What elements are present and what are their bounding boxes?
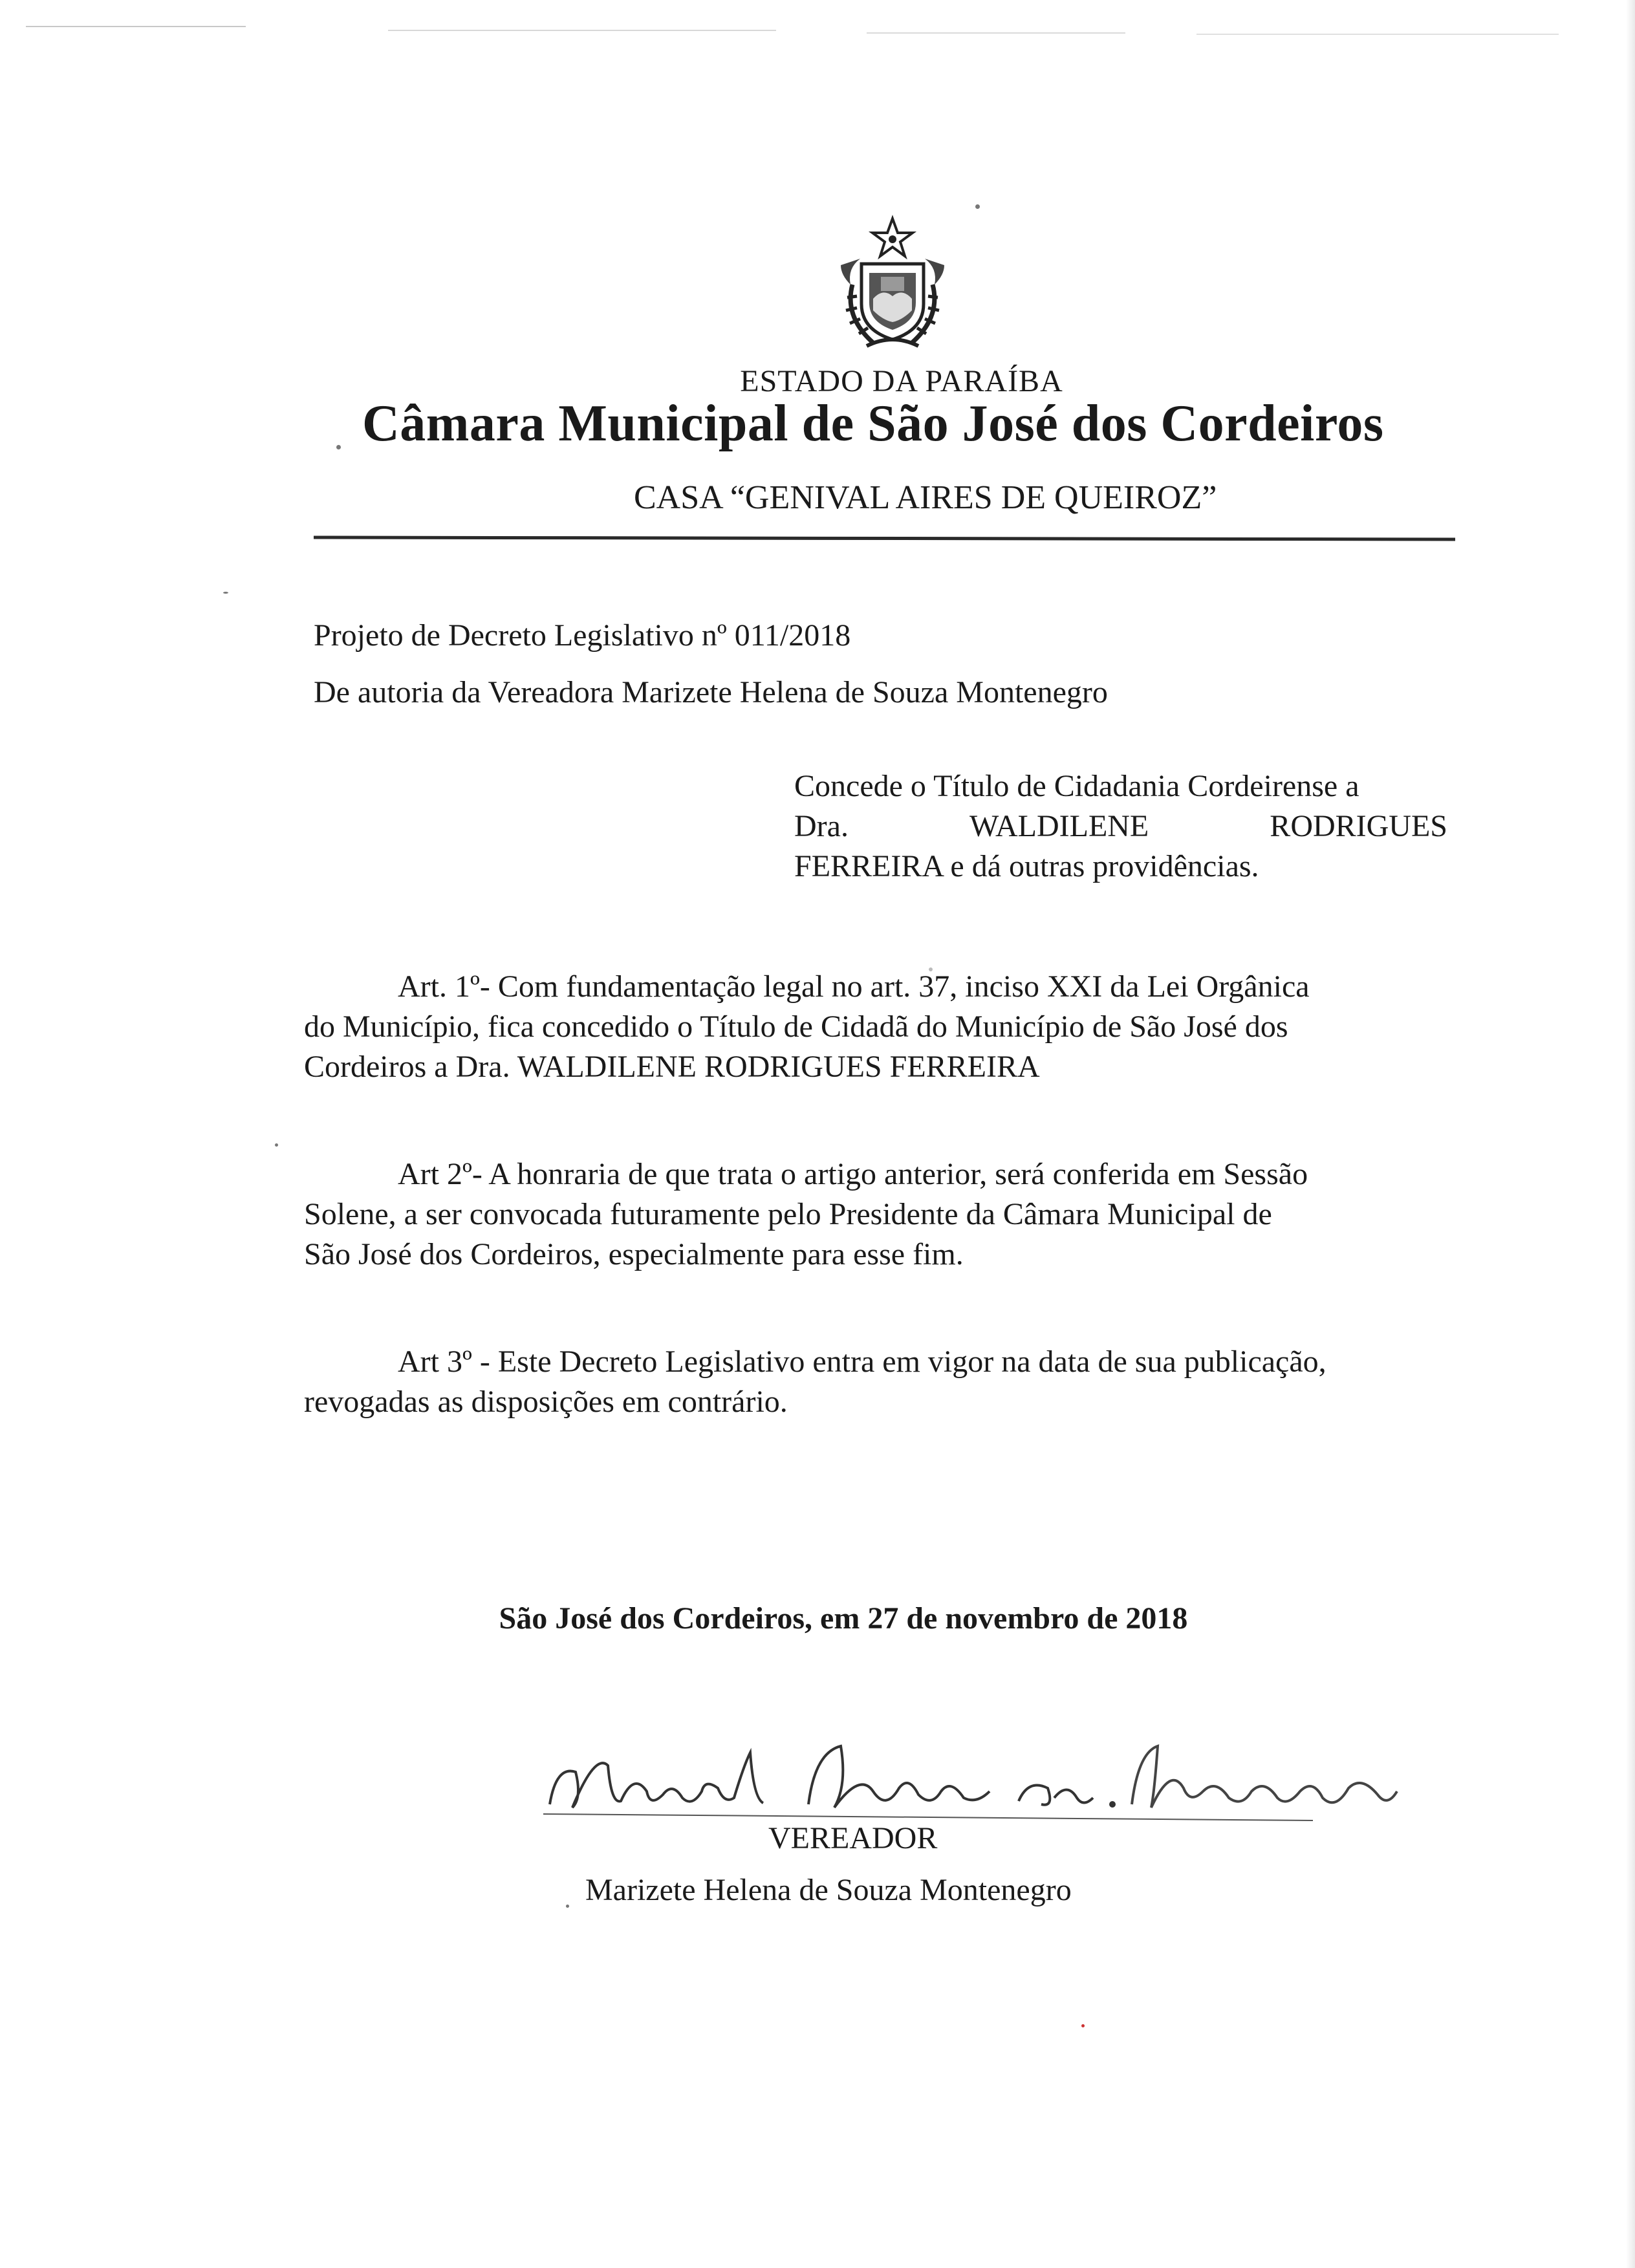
scan-edge-shadow (1626, 0, 1635, 2268)
signatory-role: VEREADOR (768, 1821, 938, 1855)
article-line: Art. 1º- Com fundamentação legal no art. 37, inciso XXI da Lei Orgânica (398, 969, 1310, 1004)
article-line: Solene, a ser convocada futuramente pelo Presidente da Câmara Municipal de (304, 1197, 1272, 1231)
summary-word: Dra. (794, 809, 849, 843)
summary-word: WALDILENE (969, 809, 1149, 843)
summary-line (794, 806, 1447, 847)
scan-artifact (26, 26, 246, 27)
summary-word: RODRIGUES (1270, 809, 1447, 843)
state-name: ESTADO DA PARAÍBA (740, 364, 1063, 398)
project-title: Projeto de Decreto Legislativo nº 011/2018 (314, 618, 851, 653)
decree-summary (794, 766, 1447, 887)
house-name: CASA “GENIVAL AIRES DE QUEIROZ” (634, 479, 1217, 516)
chamber-title: Câmara Municipal de São José dos Cordeiros (362, 395, 1384, 452)
header-divider (314, 535, 1455, 541)
scan-speck (975, 204, 980, 209)
scan-speck (1081, 2024, 1085, 2027)
place-and-date: São José dos Cordeiros, em 27 de novembro de 2018 (499, 1601, 1188, 1636)
article-line: Art 3º - Este Decreto Legislativo entra em vigor na data de sua publicação, (398, 1345, 1326, 1379)
article-line: revogadas as disposições em contrário. (304, 1385, 788, 1419)
article-line: São José dos Cordeiros, especialmente para esse fim. (304, 1237, 964, 1271)
summary-line: FERREIRA e dá outras providências. (794, 849, 1259, 883)
article-2 (304, 1154, 1442, 1275)
scan-speck (336, 445, 341, 449)
project-author: De autoria da Vereadora Marizete Helena de Souza Montenegro (314, 675, 1108, 709)
handwritten-signature (537, 1727, 1403, 1843)
coat-of-arms-emblem (821, 213, 964, 356)
scan-artifact (867, 32, 1125, 34)
article-line: Cordeiros a Dra. WALDILENE RODRIGUES FERREIRA (304, 1050, 1040, 1084)
summary-line: Concede o Título de Cidadania Cordeirense a (794, 769, 1359, 803)
signatory-name: Marizete Helena de Souza Montenegro (585, 1873, 1072, 1907)
scan-speck (223, 592, 228, 594)
scan-artifact (1196, 34, 1559, 35)
article-3 (304, 1342, 1442, 1422)
article-1 (304, 967, 1442, 1087)
scan-speck (275, 1143, 278, 1147)
article-line: Art 2º- A honraria de que trata o artigo anterior, será conferida em Sessão (398, 1157, 1308, 1191)
article-line: do Município, fica concedido o Título de Cidadã do Município de São José dos (304, 1010, 1288, 1044)
scan-speck (566, 1905, 569, 1908)
scan-artifact (388, 30, 776, 31)
